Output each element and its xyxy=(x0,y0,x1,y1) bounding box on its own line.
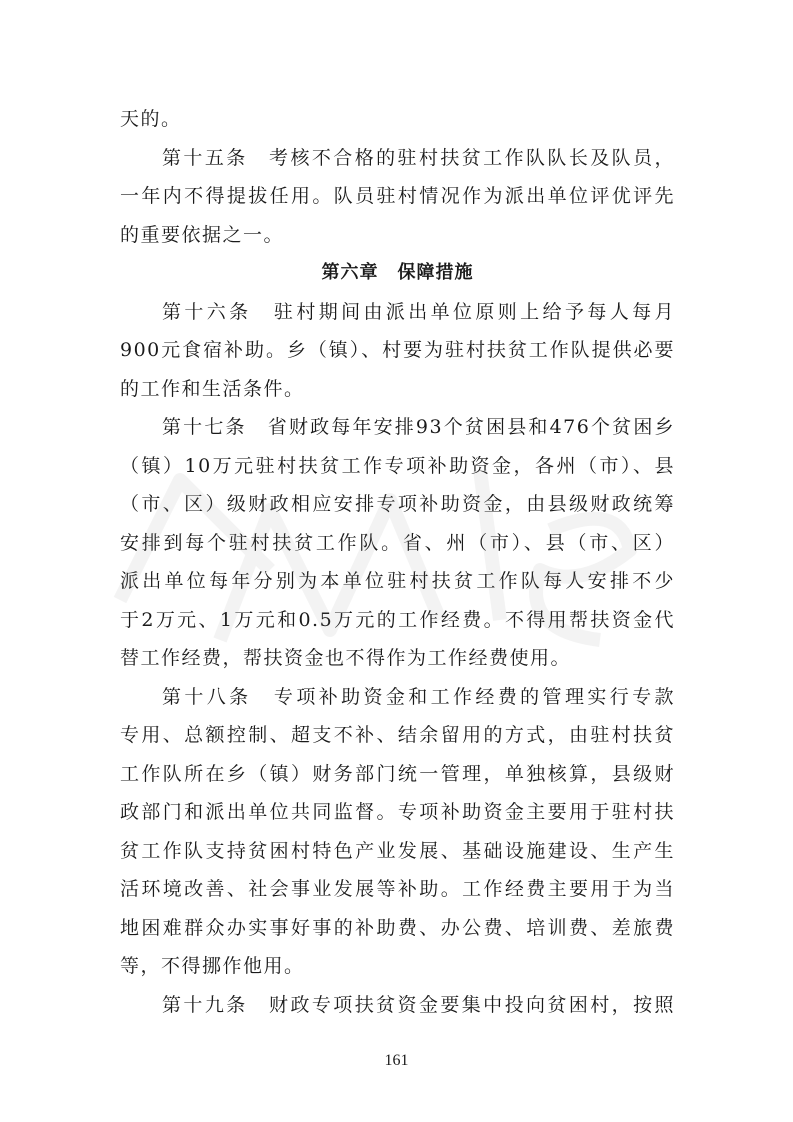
text-line: 专用、总额控制、超支不补、结余留用的方式，由驻村扶贫 xyxy=(120,724,675,746)
article-19-line-1: 第十九条 财政专项扶贫资金要集中投向贫困村，按照 xyxy=(162,993,675,1016)
text-line: 贫工作队支持贫困村特色产业发展、基础设施建设、生产生 xyxy=(120,839,675,862)
text-line: 政部门和派出单位共同监督。专项补助资金主要用于驻村扶 xyxy=(120,801,675,823)
text-line: 派出单位每年分别为本单位驻村扶贫工作队每人安排不少 xyxy=(120,570,675,592)
text-line: 900元食宿补助。乡（镇）、村要为驻村扶贫工作队提供必要 xyxy=(120,339,675,361)
text-line: 的工作和生活条件。 xyxy=(120,377,305,400)
text-line: 活环境改善、社会事业发展等补助。工作经费主要用于为当 xyxy=(120,878,675,900)
text-line: 地困难群众办实事好事的补助费、办公费、培训费、差旅费 xyxy=(120,916,675,939)
text-line: 一年内不得提拔任用。队员驻村情况作为派出单位评优评先 xyxy=(120,185,675,207)
text-line: 等，不得挪作他用。 xyxy=(120,955,305,977)
page-number: 161 xyxy=(384,1052,409,1069)
text-line: （市、区）级财政相应安排专项补助资金，由县级财政统筹 xyxy=(120,493,675,515)
chapter-heading: 第六章 保障措施 xyxy=(321,262,474,283)
document-body xyxy=(120,100,675,1024)
text-line: 天的。 xyxy=(120,108,182,130)
text-line: （镇）10万元驻村扶贫工作专项补助资金，各州（市）、县 xyxy=(120,454,675,477)
article-15-line-1: 第十五条 考核不合格的驻村扶贫工作队队长及队员， xyxy=(162,146,675,169)
article-16-line-1: 第十六条 驻村期间由派出单位原则上给予每人每月 xyxy=(162,300,675,323)
text-line: 于2万元、1万元和0.5万元的工作经费。不得用帮扶资金代 xyxy=(120,608,675,631)
text-line: 工作队所在乡（镇）财务部门统一管理，单独核算，县级财 xyxy=(120,762,675,785)
article-17-line-1: 第十七条 省财政每年安排93个贫困县和476个贫困乡 xyxy=(162,416,675,438)
text-line: 的重要依据之一。 xyxy=(120,223,285,246)
article-18-line-1: 第十八条 专项补助资金和工作经费的管理实行专款 xyxy=(162,685,675,708)
text-line: 安排到每个驻村扶贫工作队。省、州（市）、县（市、区） xyxy=(120,531,675,554)
text-line: 替工作经费，帮扶资金也不得作为工作经费使用。 xyxy=(120,647,572,669)
